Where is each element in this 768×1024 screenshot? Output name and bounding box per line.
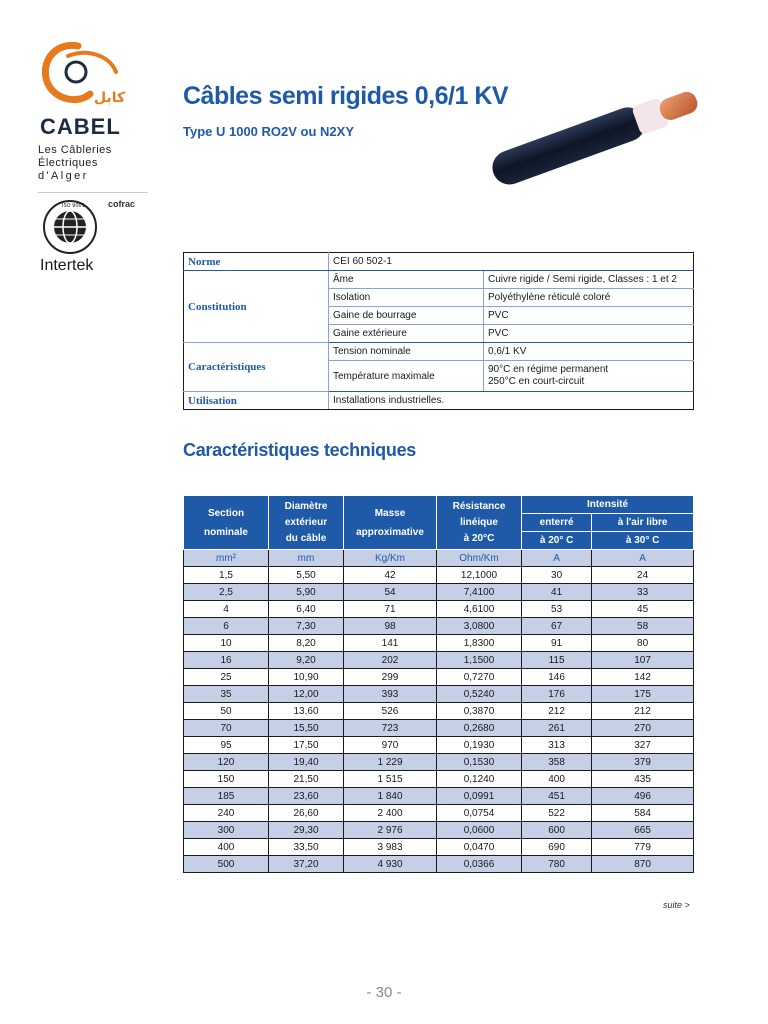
table-cell: 19,40 (269, 754, 344, 771)
constitution-key: Âme (329, 271, 484, 289)
table-cell: 80 (592, 635, 694, 652)
table-cell: 313 (522, 737, 592, 754)
cofrac-logo (108, 199, 148, 269)
cofrac-label: cofrac (108, 199, 136, 209)
table-cell: 50 (184, 703, 269, 720)
table-cell: 54 (344, 584, 437, 601)
table-cell: 665 (592, 822, 694, 839)
iso-globe-icon (40, 199, 102, 255)
table-cell: 17,50 (269, 737, 344, 754)
unit-cell: A (522, 550, 592, 567)
table-cell: 212 (522, 703, 592, 720)
table-cell: 141 (344, 635, 437, 652)
table-cell: 21,50 (269, 771, 344, 788)
table-cell: 12,1000 (437, 567, 522, 584)
table-cell: 779 (592, 839, 694, 856)
table-cell: 327 (592, 737, 694, 754)
table-cell: 1,8300 (437, 635, 522, 652)
table-cell: 45 (592, 601, 694, 618)
table-cell: 6 (184, 618, 269, 635)
unit-cell: mm² (184, 550, 269, 567)
table-cell: 1,1500 (437, 652, 522, 669)
table-cell: 12,00 (269, 686, 344, 703)
table-cell: 0,1930 (437, 737, 522, 754)
table-cell: 107 (592, 652, 694, 669)
table-cell: 146 (522, 669, 592, 686)
table-row (184, 822, 694, 839)
unit-cell: Ohm/Km (437, 550, 522, 567)
table-cell: 400 (184, 839, 269, 856)
table-cell: 2 976 (344, 822, 437, 839)
constitution-key: Gaine de bourrage (329, 307, 484, 325)
table-cell: 10,90 (269, 669, 344, 686)
table-cell: 58 (592, 618, 694, 635)
table-cell: 0,1530 (437, 754, 522, 771)
utilisation-value: Installations industrielles. (329, 392, 694, 410)
table-cell: 3 983 (344, 839, 437, 856)
header-diametre: Diamètre extérieur du câble (269, 496, 344, 550)
units-row (184, 550, 694, 567)
table-cell: 584 (592, 805, 694, 822)
table-cell: 0,2680 (437, 720, 522, 737)
table-cell: 358 (522, 754, 592, 771)
table-cell: 393 (344, 686, 437, 703)
table-cell: 240 (184, 805, 269, 822)
table-cell: 435 (592, 771, 694, 788)
table-row (184, 737, 694, 754)
table-row (184, 584, 694, 601)
table-row (184, 754, 694, 771)
table-cell: 0,0991 (437, 788, 522, 805)
constitution-key: Gaine extérieure (329, 325, 484, 343)
table-row (184, 567, 694, 584)
caracteristique-value (484, 361, 694, 392)
table-cell: 400 (522, 771, 592, 788)
arabic-logo-text: كابل (94, 90, 126, 106)
table-cell: 2 400 (344, 805, 437, 822)
table-row (184, 669, 694, 686)
table-cell: 0,0470 (437, 839, 522, 856)
table-cell: 451 (522, 788, 592, 805)
header-air-1: à l'air libre (592, 514, 694, 532)
table-cell: 1 229 (344, 754, 437, 771)
utilisation-label: Utilisation (184, 392, 329, 410)
table-cell: 24 (592, 567, 694, 584)
table-cell: 2,5 (184, 584, 269, 601)
table-row (184, 720, 694, 737)
table-cell: 780 (522, 856, 592, 873)
cabel-logo (38, 38, 128, 138)
header-masse: Masse approximative (344, 496, 437, 550)
constitution-value: PVC (484, 307, 694, 325)
company-name (38, 144, 112, 183)
technical-table (183, 495, 694, 873)
table-cell: 67 (522, 618, 592, 635)
caracteristique-key: Tension nominale (329, 343, 484, 361)
constitution-label: Constitution (184, 271, 329, 343)
table-cell: 0,5240 (437, 686, 522, 703)
page-number: - 30 - (366, 984, 402, 1001)
unit-cell: mm (269, 550, 344, 567)
table-cell: 4 930 (344, 856, 437, 873)
table-cell: 0,1240 (437, 771, 522, 788)
norme-value: CEI 60 502-1 (329, 253, 694, 271)
header-enterre-1: enterré (522, 514, 592, 532)
brand-name: CABEL (40, 114, 121, 139)
continued-label: suite > (663, 900, 690, 910)
page-subtitle: Type U 1000 RO2V ou N2XY (183, 124, 354, 139)
table-cell: 522 (522, 805, 592, 822)
table-cell: 870 (592, 856, 694, 873)
constitution-value: Cuivre rigide / Semi rigide, Classes : 1 et 2 (484, 271, 694, 289)
temp-line-1: 90°C en régime permanent (488, 364, 609, 375)
company-line-2: Électriques (38, 157, 98, 169)
table-cell: 496 (592, 788, 694, 805)
table-cell: 261 (522, 720, 592, 737)
table-cell: 202 (344, 652, 437, 669)
caracteristiques-label: Caractéristiques (184, 343, 329, 392)
table-cell: 1,5 (184, 567, 269, 584)
certifications (38, 192, 148, 283)
table-cell: 29,30 (269, 822, 344, 839)
header-enterre-2: à 20° C (522, 532, 592, 550)
table-cell: 42 (344, 567, 437, 584)
table-cell: 379 (592, 754, 694, 771)
table-cell: 53 (522, 601, 592, 618)
table-cell: 0,0600 (437, 822, 522, 839)
table-row (184, 601, 694, 618)
table-cell: 500 (184, 856, 269, 873)
table-cell: 723 (344, 720, 437, 737)
table-cell: 526 (344, 703, 437, 720)
table-cell: 4 (184, 601, 269, 618)
table-cell: 10 (184, 635, 269, 652)
norme-label: Norme (184, 253, 329, 271)
table-cell: 1 840 (344, 788, 437, 805)
table-cell: 13,60 (269, 703, 344, 720)
table-cell: 15,50 (269, 720, 344, 737)
table-cell: 120 (184, 754, 269, 771)
table-row (184, 635, 694, 652)
unit-cell: A (592, 550, 694, 567)
table-row (184, 771, 694, 788)
table-cell: 299 (344, 669, 437, 686)
svg-text:ISO 9001: ISO 9001 (62, 203, 85, 209)
table-row (184, 856, 694, 873)
table-cell: 0,3870 (437, 703, 522, 720)
table-cell: 0,0366 (437, 856, 522, 873)
table-cell: 95 (184, 737, 269, 754)
table-row (184, 839, 694, 856)
table-cell: 37,20 (269, 856, 344, 873)
intertek-label: Intertek (40, 257, 94, 274)
table-cell: 98 (344, 618, 437, 635)
table-cell: 690 (522, 839, 592, 856)
table-cell: 970 (344, 737, 437, 754)
table-cell: 270 (592, 720, 694, 737)
header-resistance: Résistance linéique à 20°C (437, 496, 522, 550)
table-row (184, 703, 694, 720)
table-cell: 70 (184, 720, 269, 737)
table-cell: 0,7270 (437, 669, 522, 686)
table-cell: 300 (184, 822, 269, 839)
table-cell: 7,30 (269, 618, 344, 635)
table-cell: 6,40 (269, 601, 344, 618)
table-cell: 41 (522, 584, 592, 601)
table-cell: 23,60 (269, 788, 344, 805)
header-air-2: à 30° C (592, 532, 694, 550)
section-title: Caractéristiques techniques (183, 440, 416, 460)
table-cell: 25 (184, 669, 269, 686)
constitution-value: Polyéthylène réticulé coloré (484, 289, 694, 307)
table-cell: 3,0800 (437, 618, 522, 635)
table-cell: 7,4100 (437, 584, 522, 601)
constitution-value: PVC (484, 325, 694, 343)
unit-cell: Kg/Km (344, 550, 437, 567)
table-cell: 26,60 (269, 805, 344, 822)
table-cell: 212 (592, 703, 694, 720)
table-cell: 9,20 (269, 652, 344, 669)
table-cell: 35 (184, 686, 269, 703)
cable-image-icon (478, 72, 730, 192)
header-intensite: Intensité (522, 496, 694, 514)
table-row (184, 686, 694, 703)
table-cell: 4,6100 (437, 601, 522, 618)
table-cell: 176 (522, 686, 592, 703)
table-cell: 142 (592, 669, 694, 686)
table-row (184, 788, 694, 805)
company-line-3: d'Alger (38, 170, 89, 182)
cabel-swirl-icon (38, 38, 128, 113)
table-cell: 16 (184, 652, 269, 669)
company-line-1: Les Câbleries (38, 144, 112, 156)
specification-table (183, 252, 694, 410)
page-title: Câbles semi rigides 0,6/1 KV (183, 82, 509, 110)
table-row (184, 652, 694, 669)
table-row (184, 805, 694, 822)
header-section: Section nominale (184, 496, 269, 550)
table-cell: 8,20 (269, 635, 344, 652)
table-cell: 5,50 (269, 567, 344, 584)
table-cell: 30 (522, 567, 592, 584)
table-cell: 185 (184, 788, 269, 805)
table-cell: 71 (344, 601, 437, 618)
caracteristique-value: 0,6/1 KV (484, 343, 694, 361)
table-cell: 175 (592, 686, 694, 703)
constitution-key: Isolation (329, 289, 484, 307)
table-cell: 0,0754 (437, 805, 522, 822)
table-cell: 1 515 (344, 771, 437, 788)
temp-line-2: 250°C en court-circuit (488, 376, 585, 387)
caracteristique-key: Température maximale (329, 361, 484, 392)
table-cell: 91 (522, 635, 592, 652)
table-cell: 33,50 (269, 839, 344, 856)
table-row (184, 618, 694, 635)
table-cell: 150 (184, 771, 269, 788)
table-cell: 33 (592, 584, 694, 601)
table-cell: 115 (522, 652, 592, 669)
table-cell: 5,90 (269, 584, 344, 601)
table-cell: 600 (522, 822, 592, 839)
